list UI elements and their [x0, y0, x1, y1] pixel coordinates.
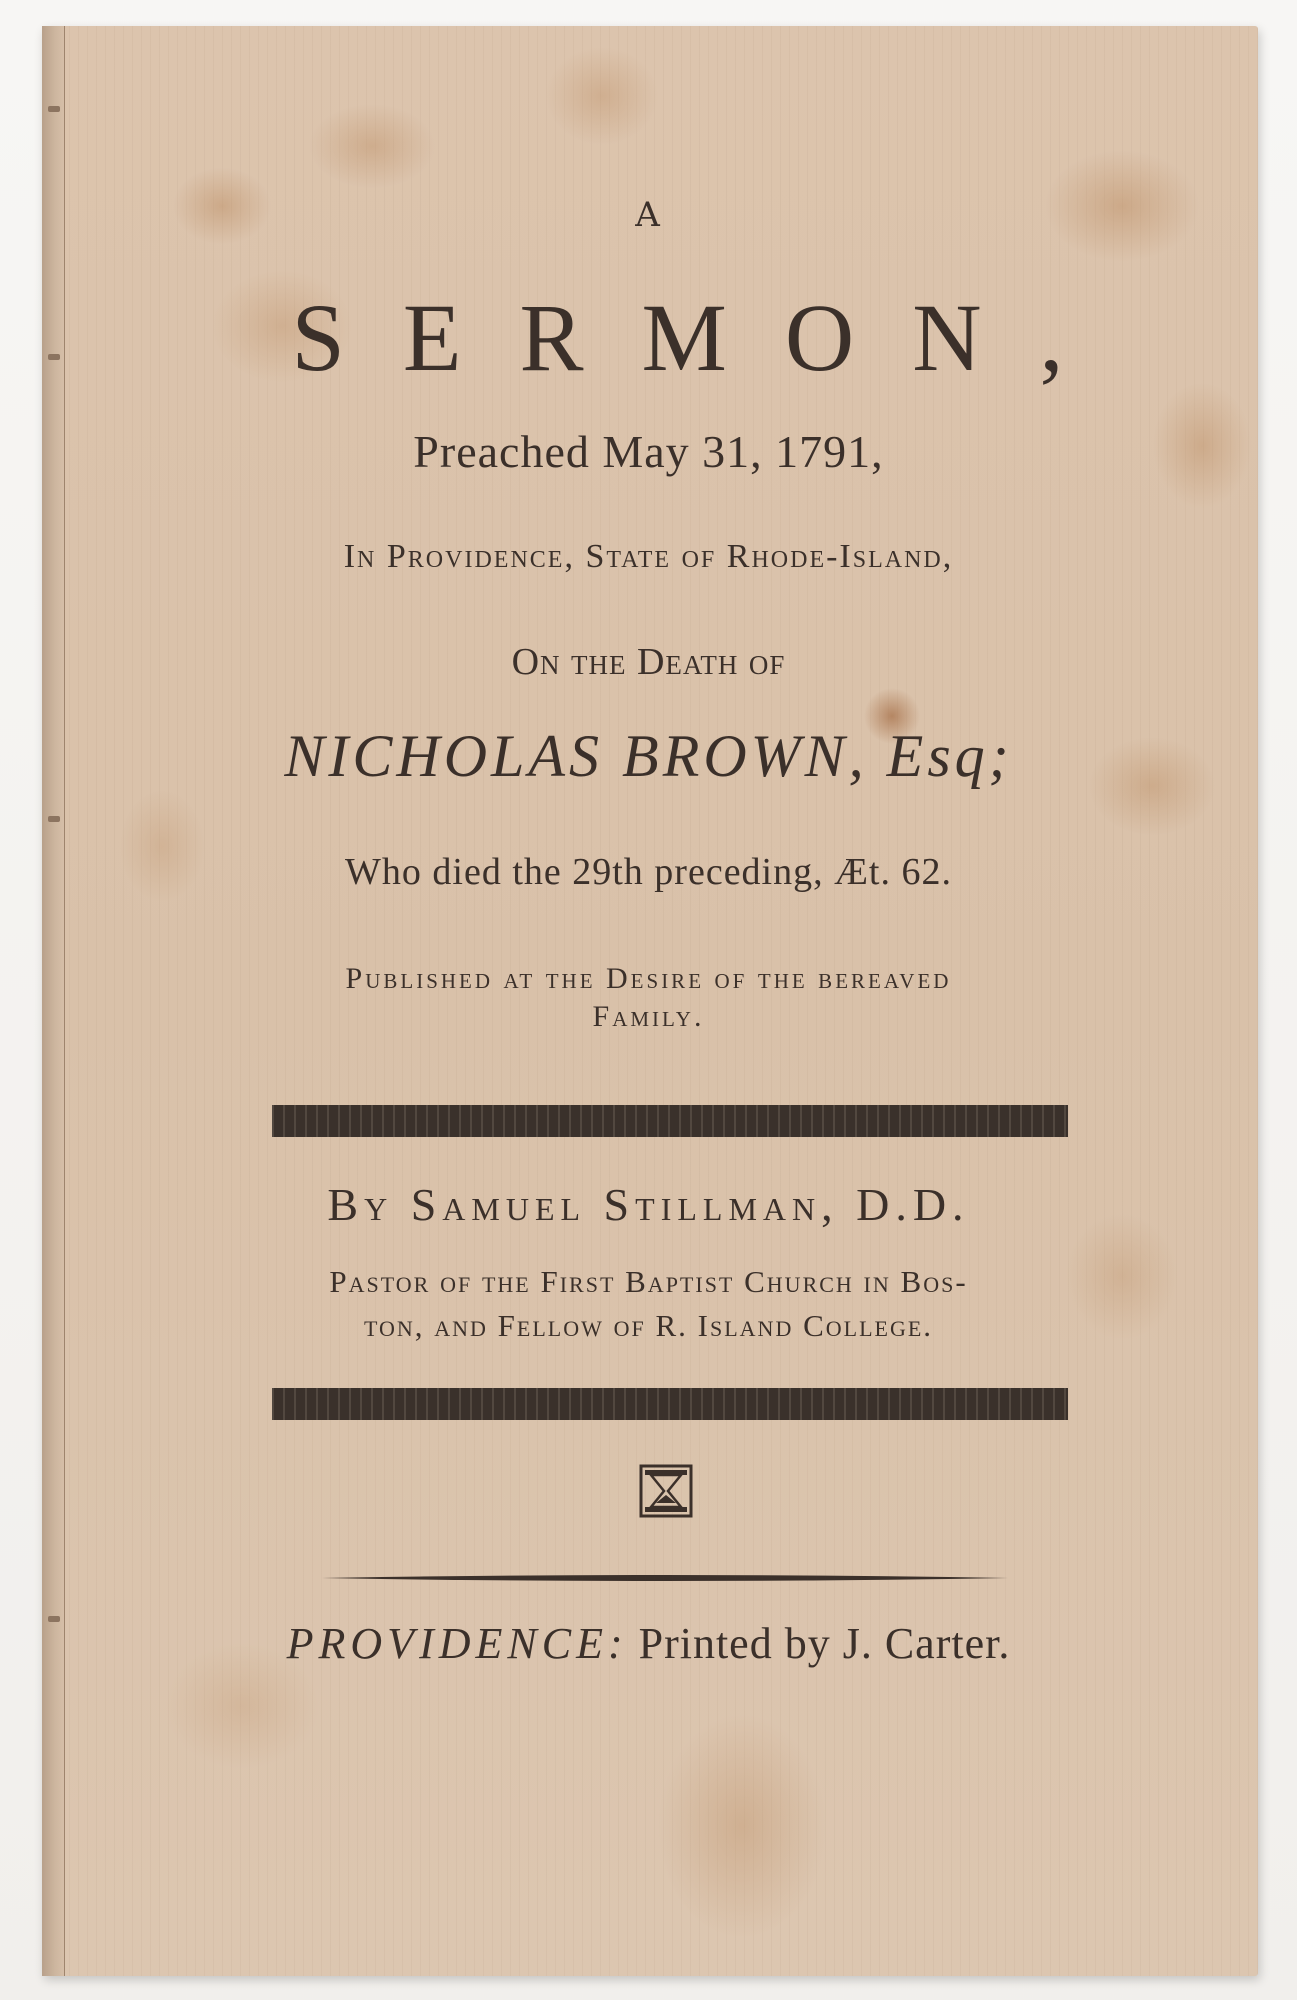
printers-rule-bottom	[272, 1388, 1068, 1420]
imprint-line	[0, 1618, 1297, 1669]
swelled-rule	[322, 1574, 1008, 1582]
title-article: A	[635, 195, 662, 235]
stitch-hole	[48, 106, 60, 112]
author-byline: By Samuel Stillman, D.D.	[327, 1179, 970, 1230]
publication-note-line-2: Family.	[592, 1000, 705, 1033]
author-credentials-line-1: Pastor of the First Baptist Church in Bos-	[329, 1264, 968, 1299]
page-title: SERMON,	[291, 284, 1122, 391]
author-credentials	[0, 1260, 1297, 1348]
death-details: Who died the 29th preceding, Æt. 62.	[345, 851, 952, 893]
hourglass-icon	[637, 1462, 695, 1520]
author-credentials-line-2: ton, and Fellow of R. Island College.	[363, 1308, 934, 1343]
publication-note-line-1: Published at the Desire of the bereaved	[345, 962, 952, 995]
imprint-printer: Printed by J. Carter.	[638, 1619, 1011, 1668]
preached-location: In Providence, State of Rhode-Island,	[343, 538, 954, 575]
occasion-line: On the Death of	[511, 641, 786, 683]
stitch-hole	[48, 816, 60, 822]
publication-note	[0, 960, 1297, 1036]
deceased-name: NICHOLAS BROWN, Esq;	[284, 723, 1013, 789]
imprint-city: PROVIDENCE:	[286, 1619, 628, 1668]
printers-rule-top	[272, 1105, 1068, 1137]
preached-date: Preached May 31, 1791,	[413, 426, 884, 477]
